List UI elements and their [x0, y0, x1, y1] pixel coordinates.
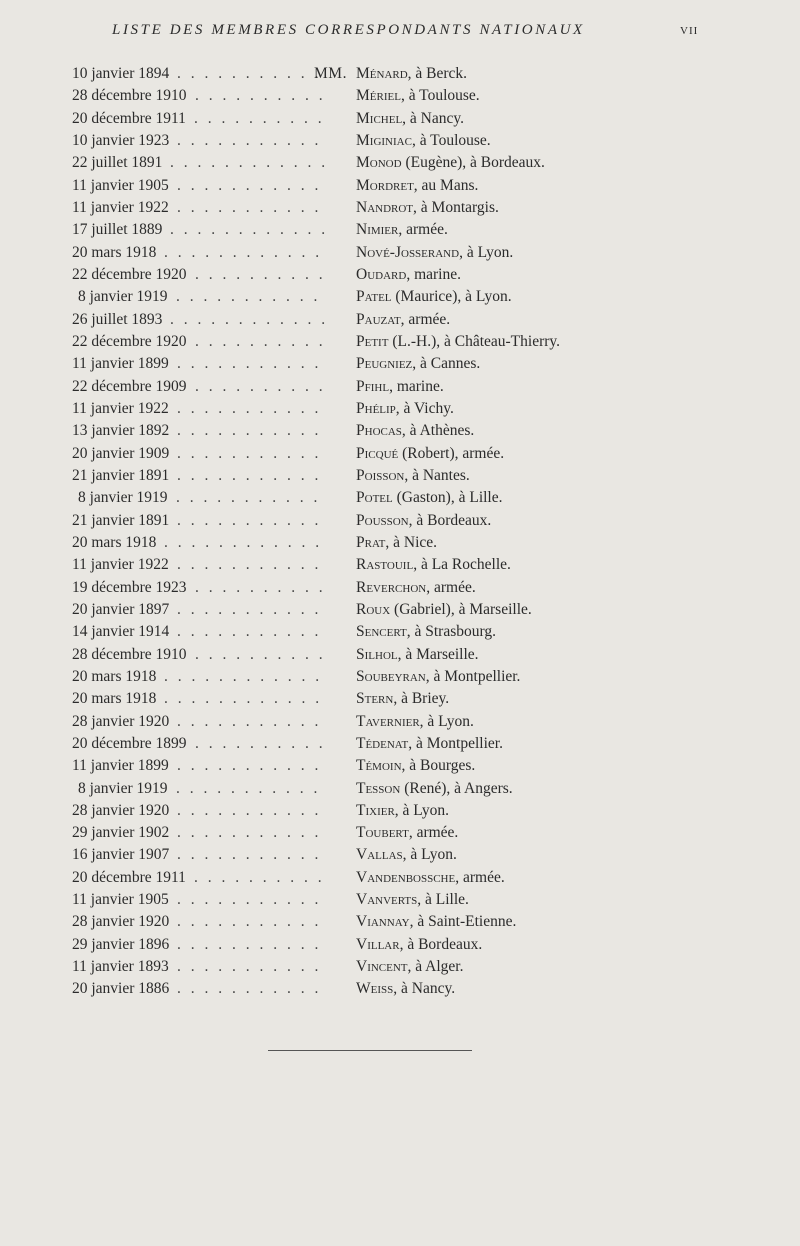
leader-dots: . . . . . . . . . . . [177, 757, 322, 775]
member-row [0, 800, 800, 822]
member-row [0, 420, 800, 442]
member-details: , à Lyon. [459, 243, 514, 261]
member-name [356, 711, 474, 733]
leader-dots: . . . . . . . . . . . . [164, 533, 323, 551]
member-name [356, 376, 444, 398]
election-date: 10 janvier 1894 [72, 65, 170, 82]
member-name [356, 666, 520, 688]
member-row [0, 309, 800, 331]
member-details: , armée. [398, 221, 448, 239]
member-surname: Soubeyran [356, 667, 426, 685]
leader-dots: . . . . . . . . . . . . [170, 310, 329, 328]
election-date: 20 décembre 1911 [72, 868, 186, 886]
member-details: , à Bordeaux. [408, 511, 492, 529]
member-surname: Oudard [356, 265, 407, 283]
member-name [356, 778, 513, 800]
leader-dots: . . . . . . . . . . . [176, 779, 321, 797]
member-surname: Miginiac [356, 131, 412, 149]
member-name [356, 844, 457, 866]
leader-dots: . . . . . . . . . . [195, 734, 326, 752]
member-details: , à Saint-Etienne. [409, 913, 517, 931]
page-title: LISTE DES MEMBRES CORRESPONDANTS NATIONAUX [112, 22, 585, 38]
member-surname: Pfihl [356, 377, 390, 395]
member-name [356, 242, 513, 264]
election-date: 11 janvier 1905 [72, 176, 169, 194]
leader-dots: . . . . . . . . . . . [177, 801, 322, 819]
member-details: (René), à Angers. [400, 779, 513, 797]
member-name [356, 398, 454, 420]
member-surname: Viannay [356, 913, 410, 931]
member-row [0, 108, 800, 130]
election-date: 11 janvier 1905 [72, 891, 169, 909]
leader-dots: . . . . . . . . . . . . [164, 243, 323, 261]
member-surname: Weiss [356, 980, 394, 998]
member-surname: Rastouil [356, 556, 414, 574]
member-details: , à Strasbourg. [406, 623, 497, 641]
member-surname: Petit [356, 332, 389, 350]
member-row [0, 711, 800, 733]
election-date: 22 décembre 1909 [72, 377, 187, 395]
election-date: 11 janvier 1899 [72, 757, 169, 775]
member-details: , à Alger. [407, 958, 464, 976]
leader-dots: . . . . . . . . . . . [177, 198, 322, 216]
election-date: 28 janvier 1920 [72, 801, 170, 819]
member-name [356, 644, 479, 666]
member-row [0, 956, 800, 978]
member-details: , à Nancy. [402, 109, 464, 127]
leader-dots: . . . . . . . . . . . [177, 623, 322, 641]
member-details: , à Montpellier. [425, 667, 521, 685]
member-details: , à Nancy. [393, 980, 456, 998]
election-date: 8 janvier 1919 [78, 288, 168, 306]
leader-dots: . . . . . . . . . . . [177, 958, 322, 976]
member-details: , marine. [389, 377, 444, 395]
election-date: 8 janvier 1919 [78, 489, 168, 507]
member-details: (L.-H.), à Château-Thierry. [388, 332, 561, 350]
leader-dots: . . . . . . . . . . . [177, 511, 322, 529]
member-details: , à Cannes. [412, 355, 481, 373]
member-name [356, 510, 491, 532]
member-row [0, 911, 800, 933]
leader-dots: . . . . . . . . . . [194, 109, 325, 127]
member-row [0, 599, 800, 621]
member-row [0, 532, 800, 554]
leader-dots: . . . . . . . . . . [195, 645, 326, 663]
member-details: , à Bourges. [401, 757, 476, 775]
election-date: 20 mars 1918 [72, 533, 157, 551]
running-header [0, 22, 800, 42]
election-date: 29 janvier 1902 [72, 824, 170, 842]
member-row [0, 577, 800, 599]
member-surname: Tédenat [356, 734, 409, 752]
member-row [0, 778, 800, 800]
member-surname: Nové-Josserand [356, 243, 460, 261]
member-row [0, 889, 800, 911]
member-row [0, 63, 800, 85]
leader-dots: . . . . . . . . . . [194, 868, 325, 886]
member-row [0, 621, 800, 643]
leader-dots: . . . . . . . . . . . [177, 176, 322, 194]
member-details: , à Marseille. [397, 645, 479, 663]
member-surname: Nimier [356, 221, 399, 239]
election-date: 20 janvier 1886 [72, 980, 170, 998]
member-details: , à Montpellier. [408, 734, 503, 752]
member-name [356, 443, 504, 465]
member-row [0, 242, 800, 264]
leader-dots: . . . . . . . . . . . [177, 600, 322, 618]
member-row [0, 130, 800, 152]
leader-dots: . . . . . . . . . . . [177, 712, 322, 730]
member-surname: Poisson [356, 466, 405, 484]
member-details: , à Lyon. [394, 801, 450, 819]
member-name [356, 353, 480, 375]
member-details: , armée. [408, 824, 459, 842]
member-row [0, 465, 800, 487]
member-details: , à Lyon. [402, 846, 457, 864]
member-name [356, 577, 476, 599]
member-name [356, 465, 470, 487]
election-date: 14 janvier 1914 [72, 623, 170, 641]
leader-dots: . . . . . . . . . . . [177, 444, 322, 462]
member-surname: Peugniez [356, 355, 413, 373]
member-surname: Monod [356, 154, 402, 172]
member-details: , au Mans. [413, 176, 479, 194]
member-row [0, 844, 800, 866]
member-surname: Phocas [356, 422, 402, 440]
leader-dots: . . . . . . . . . . . [177, 466, 322, 484]
member-surname: Vanverts [356, 891, 418, 909]
member-details: , à Toulouse. [400, 87, 480, 105]
election-date: 21 janvier 1891 [72, 511, 170, 529]
member-name [356, 487, 503, 509]
leader-dots: . . . . . . . . . . . [177, 935, 322, 953]
member-name [356, 755, 475, 777]
leader-dots: . . . . . . . . . . [195, 87, 326, 105]
member-surname: Ménard [356, 65, 408, 82]
member-details: , à Nantes. [404, 466, 470, 484]
member-details: , armée. [400, 310, 451, 328]
election-date: 11 janvier 1922 [72, 399, 169, 417]
member-row [0, 644, 800, 666]
member-name [356, 197, 499, 219]
member-name [356, 867, 505, 889]
member-name [356, 733, 503, 755]
election-date: 29 janvier 1896 [72, 935, 170, 953]
member-row [0, 353, 800, 375]
member-surname: Sencert [356, 623, 407, 641]
end-rule [268, 1050, 472, 1051]
election-date: 20 décembre 1899 [72, 734, 187, 752]
member-details: , à Athènes. [401, 422, 475, 440]
member-details: , à Berck. [407, 65, 468, 82]
election-date: 17 juillet 1889 [72, 221, 163, 239]
election-date: 26 juillet 1893 [72, 310, 163, 328]
leader-dots: . . . . . . . . . . [195, 332, 326, 350]
member-row [0, 398, 800, 420]
member-row [0, 331, 800, 353]
member-row [0, 978, 800, 1000]
election-date: 16 janvier 1907 [72, 846, 170, 864]
member-surname: Toubert [356, 824, 409, 842]
leader-dots: . . . . . . . . . . . [177, 131, 322, 149]
member-name [356, 331, 560, 353]
member-row [0, 755, 800, 777]
member-name [356, 532, 437, 554]
member-name [356, 956, 464, 978]
member-row [0, 666, 800, 688]
member-row [0, 934, 800, 956]
election-date: 28 janvier 1920 [72, 712, 170, 730]
member-name [356, 108, 464, 130]
member-row [0, 688, 800, 710]
member-name [356, 889, 469, 911]
member-surname: Nandrot [356, 198, 414, 216]
member-details: , à Toulouse. [411, 131, 491, 149]
member-list [0, 63, 800, 1001]
member-details: (Robert), armée. [398, 444, 505, 462]
member-name [356, 934, 482, 956]
member-details: , armée. [455, 868, 505, 886]
member-name [356, 599, 532, 621]
election-date: 20 mars 1918 [72, 243, 157, 261]
member-details: , armée. [426, 578, 476, 596]
election-date: 22 décembre 1920 [72, 265, 187, 283]
member-surname: Potel [356, 489, 393, 507]
member-name [356, 554, 511, 576]
leader-dots: . . . . . . . . . . . . [170, 154, 329, 172]
election-date: 28 décembre 1910 [72, 87, 187, 105]
member-details: , à Lyon. [419, 712, 474, 730]
member-surname: Tesson [356, 779, 401, 797]
member-surname: Vallas [356, 846, 403, 864]
leader-dots: . . . . . . . . . . . [177, 980, 322, 998]
member-surname: Prat [356, 533, 386, 551]
member-details: , à Bordeaux. [399, 935, 483, 953]
member-name [356, 688, 449, 710]
member-surname: Roux [356, 600, 391, 618]
election-date: 11 janvier 1893 [72, 958, 169, 976]
member-surname: Villar [356, 935, 400, 953]
page-number: VII [680, 25, 699, 37]
member-details: , marine. [406, 265, 461, 283]
member-row [0, 85, 800, 107]
member-name [356, 152, 545, 174]
member-row [0, 487, 800, 509]
election-date: 11 janvier 1899 [72, 355, 169, 373]
member-row [0, 175, 800, 197]
leader-dots: . . . . . . . . . . . [177, 65, 322, 82]
member-surname: Tavernier [356, 712, 420, 730]
leader-dots: . . . . . . . . . . . [177, 891, 322, 909]
member-row [0, 264, 800, 286]
member-surname: Stern [356, 690, 394, 708]
leader-dots: . . . . . . . . . . . [177, 824, 322, 842]
member-row [0, 733, 800, 755]
member-name [356, 420, 474, 442]
election-date: 21 janvier 1891 [72, 466, 170, 484]
election-date: 22 décembre 1920 [72, 332, 187, 350]
member-row [0, 152, 800, 174]
member-name [356, 978, 455, 1000]
member-surname: Pauzat [356, 310, 401, 328]
member-surname: Reverchon [356, 578, 427, 596]
member-row [0, 219, 800, 241]
leader-dots: . . . . . . . . . . . . [170, 221, 329, 239]
election-date: 13 janvier 1892 [72, 422, 170, 440]
leader-dots: . . . . . . . . . . . [177, 399, 322, 417]
member-name [356, 309, 450, 331]
member-surname: Mériel [356, 87, 401, 105]
member-name [356, 130, 491, 152]
leader-dots: . . . . . . . . . . . [176, 288, 321, 306]
member-details: (Maurice), à Lyon. [391, 288, 512, 306]
member-name [356, 63, 467, 85]
member-surname: Picqué [356, 444, 399, 462]
election-date: 20 janvier 1909 [72, 444, 170, 462]
member-name [356, 286, 512, 308]
member-row [0, 554, 800, 576]
member-details: , à La Rochelle. [413, 556, 511, 574]
member-name [356, 264, 461, 286]
leader-dots: . . . . . . . . . . . [176, 489, 321, 507]
member-surname: Tixier [356, 801, 395, 819]
election-date: 10 janvier 1923 [72, 131, 170, 149]
member-row [0, 510, 800, 532]
election-date: 20 mars 1918 [72, 690, 157, 708]
member-details: , à Vichy. [395, 399, 454, 417]
member-details: , à Briey. [393, 690, 450, 708]
election-date: 28 janvier 1920 [72, 913, 170, 931]
leader-dots: . . . . . . . . . . . [177, 422, 322, 440]
leader-dots: . . . . . . . . . . . [177, 913, 322, 931]
member-row [0, 867, 800, 889]
leader-dots: . . . . . . . . . . [195, 265, 326, 283]
member-details: , à Lille. [417, 891, 469, 909]
member-surname: Pousson [356, 511, 409, 529]
member-surname: Témoin [356, 757, 402, 775]
member-surname: Vandenbossche [356, 868, 456, 886]
member-surname: Mordret [356, 176, 414, 194]
member-details: (Eugène), à Bordeaux. [401, 154, 545, 172]
member-surname: Michel [356, 109, 403, 127]
election-date: 11 janvier 1922 [72, 198, 169, 216]
member-surname: Vincent [356, 958, 408, 976]
leader-dots: . . . . . . . . . . . . [164, 690, 323, 708]
member-row [0, 286, 800, 308]
member-details: (Gabriel), à Marseille. [390, 600, 532, 618]
member-row [0, 822, 800, 844]
election-date: 20 janvier 1897 [72, 600, 170, 618]
election-date: 20 décembre 1911 [72, 109, 186, 127]
member-name [356, 822, 458, 844]
election-date: 11 janvier 1922 [72, 556, 169, 574]
member-name [356, 911, 516, 933]
leader-dots: . . . . . . . . . . [195, 578, 326, 596]
election-date: 19 décembre 1923 [72, 578, 187, 596]
election-date: 8 janvier 1919 [78, 779, 168, 797]
member-row [0, 443, 800, 465]
member-name [356, 219, 448, 241]
member-row [0, 197, 800, 219]
leader-dots: . . . . . . . . . . . [177, 846, 322, 864]
honorific-label: MM. [314, 65, 347, 82]
member-details: (Gaston), à Lille. [392, 489, 503, 507]
member-name [356, 175, 478, 197]
election-date: 22 juillet 1891 [72, 154, 163, 172]
member-name [356, 85, 480, 107]
member-surname: Silhol [356, 645, 398, 663]
member-surname: Patel [356, 288, 392, 306]
member-name [356, 621, 496, 643]
member-details: , à Nice. [385, 533, 438, 551]
leader-dots: . . . . . . . . . . . [177, 556, 322, 574]
leader-dots: . . . . . . . . . . . . [164, 667, 323, 685]
leader-dots: . . . . . . . . . . . [177, 355, 322, 373]
member-name [356, 800, 449, 822]
election-date: 20 mars 1918 [72, 667, 157, 685]
member-details: , à Montargis. [413, 198, 499, 216]
leader-dots: . . . . . . . . . . [195, 377, 326, 395]
election-date: 28 décembre 1910 [72, 645, 187, 663]
member-row [0, 376, 800, 398]
member-surname: Phélip [356, 399, 396, 417]
